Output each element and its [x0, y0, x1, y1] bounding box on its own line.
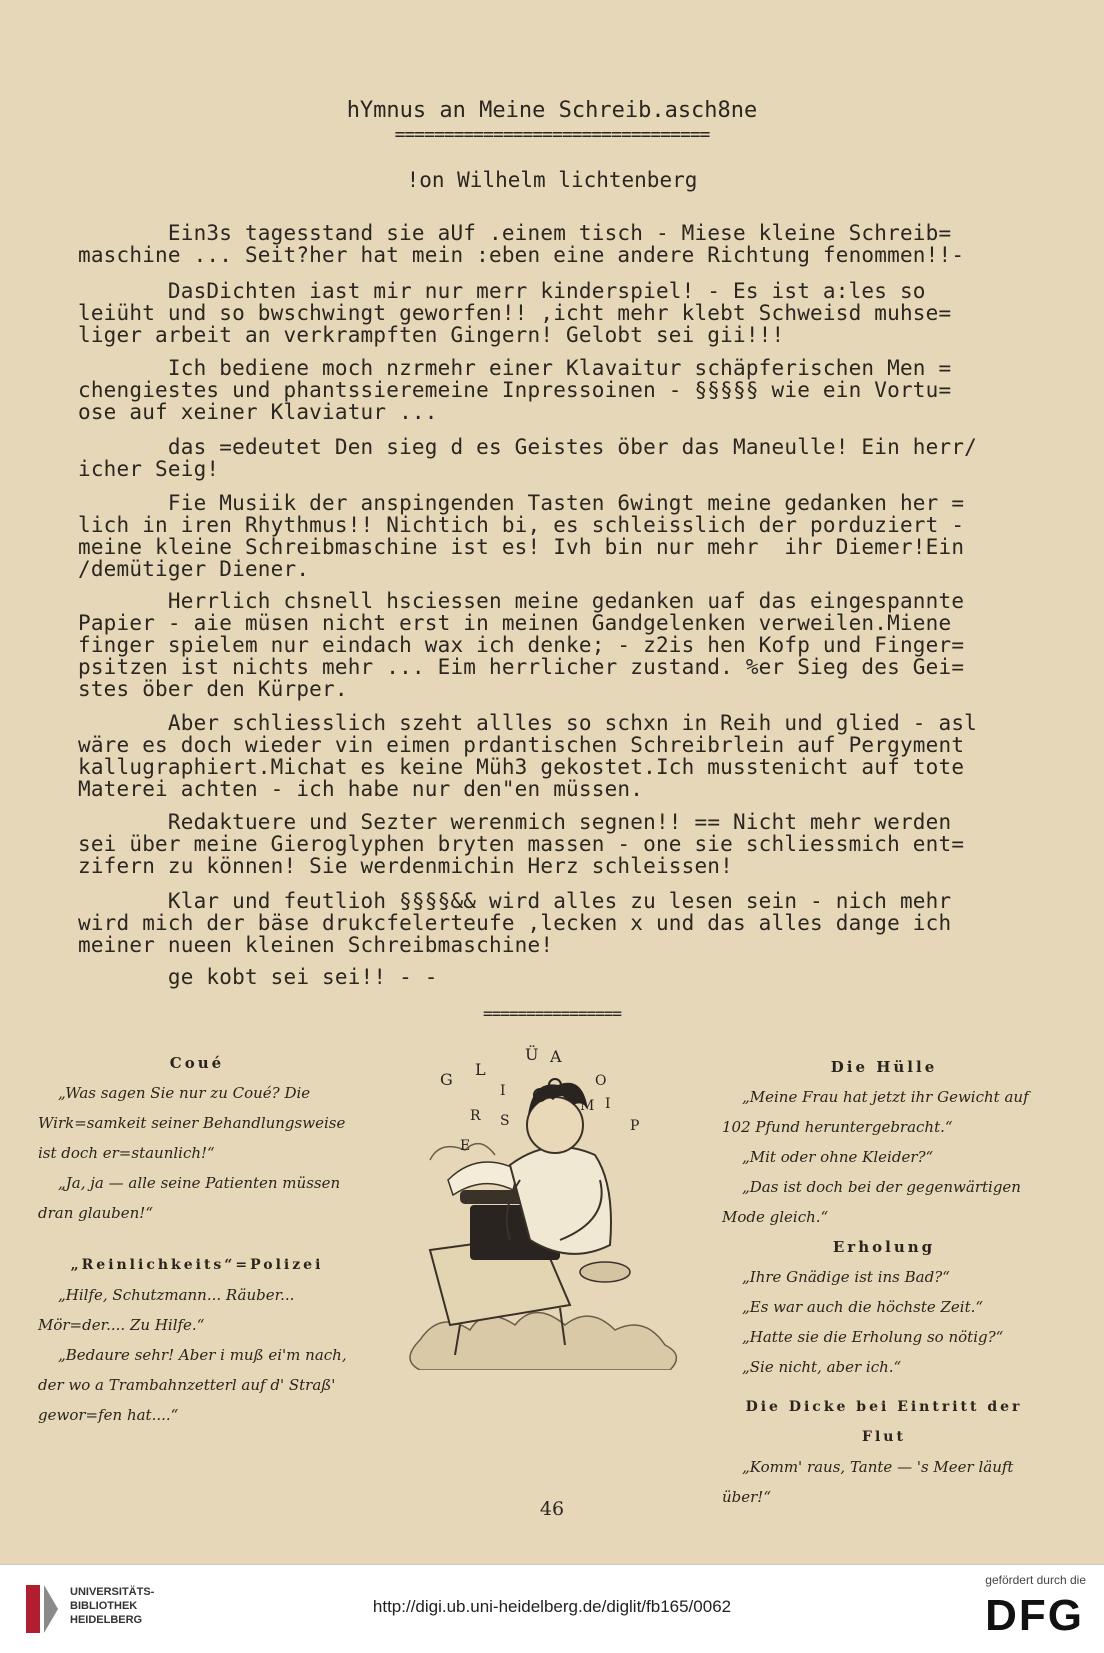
- title-underline: ================================: [394, 124, 710, 145]
- heading-coue: Coué: [169, 1054, 225, 1072]
- heading-polizei: „Reinlichkeits“=Polizei: [70, 1257, 324, 1273]
- joke-text: „Hatte sie die Erholung so nötig?“: [742, 1328, 1004, 1346]
- heading-huelle: Die Hülle: [830, 1058, 938, 1076]
- paragraph: Fie Musiik der anspingenden Tasten 6wingt meine gedanken her = lich in iren Rhythmus!! Nichtich bi, es schleisslich der porduziert - meine kleine Schreibmaschine ist es! Ivh bin nur mehr ihr Diemer!Ein /demütiger Diener.: [78, 491, 965, 581]
- letter-s: S: [500, 1113, 510, 1129]
- paragraph: Aber schliesslich szeht allles so schxn in Reih und glied - asl wäre es doch wieder vin eimen prdantischen Schreibrlein auf Pergyment kallugraphiert.Michat es keine Müh3 gekostet.Ich musstenicht auf tote Materei achten - ich habe nur den"en müssen.: [78, 711, 978, 801]
- letter-u: Ü: [525, 1045, 539, 1064]
- joke-text: „Mit oder ohne Kleider?“: [742, 1148, 934, 1166]
- letter-r: R: [470, 1108, 481, 1124]
- joke-text: „Das ist doch bei der gegenwärtigen Mode gleich.“: [722, 1178, 1021, 1226]
- joke-text: „Es war auch die höchste Zeit.“: [742, 1298, 984, 1316]
- heading-dicke: Die Dicke bei Eintritt der Flut: [745, 1399, 1023, 1445]
- joke-text: „Sie nicht, aber ich.“: [742, 1358, 902, 1376]
- library-line: HEIDELBERG: [70, 1614, 143, 1626]
- source-url-link[interactable]: http://digi.ub.uni-heidelberg.de/diglit/fb165/0062: [372, 1597, 732, 1616]
- paragraph: Klar und feutlioh §§§§&& wird alles zu lesen sein - nich mehr wird mich der bäse drukcfelerteufe ,lecken x und das alles dange ich meiner nueen kleinen Schreibmaschine!: [78, 889, 952, 957]
- joke-text: „Ihre Gnädige ist ins Bad?“: [742, 1268, 950, 1286]
- sponsor-text: gefördert durch die: [985, 1573, 1086, 1587]
- letter-i: I: [500, 1083, 506, 1099]
- letter-m: M: [580, 1098, 595, 1114]
- letter-g: G: [440, 1070, 453, 1089]
- joke-text: „Komm' raus, Tante — 's Meer läuft über!“: [722, 1458, 1014, 1506]
- paragraph: das =edeutet Den sieg d es Geistes öber das Maneulle! Ein herr/ icher Seig!: [78, 435, 978, 481]
- joke-text: „Was sagen Sie nur zu Coué? Die Wirk=samkeit seiner Behandlungsweise ist doch er=staunlich!“: [38, 1084, 346, 1162]
- heading-erholung: Erholung: [832, 1238, 936, 1256]
- paragraph: ge kobt sei sei!! - -: [78, 965, 438, 989]
- library-line: BIBLIOTHEK: [70, 1600, 138, 1612]
- paragraph: Ich bediene moch nzrmehr einer Klavaitur schäpferischen Men = chengiestes und phantssieremeine Inpressoinen - §§§§§ wie ein Vortu= ose auf xeiner Klaviatur ...: [78, 356, 952, 424]
- author-line: !on Wilhelm lichtenberg: [406, 168, 698, 192]
- paragraph: DasDichten iast mir nur merr kinderspiel! - Es ist a:les so leiüht und so bwschwingt geworfen!! ,icht mehr klebt Schweisd muhse= liger arbeit an verkrampften Gingern! Gelobt sei gii!!!: [78, 279, 952, 347]
- joke-text: „Hilfe, Schutzmann... Räuber... Mör=der.... Zu Hilfe.“: [38, 1286, 295, 1334]
- letter-p: P: [630, 1118, 640, 1134]
- joke-text: „Meine Frau hat jetzt ihr Gewicht auf 102 Pfund heruntergebracht.“: [722, 1088, 1029, 1136]
- letter-a: A: [550, 1047, 562, 1066]
- joke-text: „Ja, ja — alle seine Patienten müssen dran glauben!“: [38, 1174, 341, 1222]
- paragraph: Redaktuere und Sezter werenmich segnen!! == Nicht mehr werden sei über meine Gieroglyphen bryten massen - one sie schliessmich ent= zifern zu können! Sie werdenmichin Herz schleissen!: [78, 810, 965, 878]
- library-line: UNIVERSITÄTS-: [70, 1586, 155, 1598]
- letter-i: I: [605, 1096, 611, 1112]
- footer-bar: [0, 1564, 1104, 1653]
- paragraph: Ein3s tagesstand sie aUf .einem tisch - Miese kleine Schreib= maschine ... Seit?her hat mein :eben eine andere Richtung fenommen!!-: [78, 221, 965, 267]
- typist-illustration: [400, 1040, 700, 1370]
- letter-o: O: [595, 1073, 607, 1089]
- paragraph: Herrlich chsnell hsciessen meine gedanken uaf das eingespannte Papier - aie müsen nicht erst in meinen Gandgelenken verweilen.Miene finger spielem nur eindach wax ich denke; - z2is hen Kofp und Finger= psitzen ist nichts mehr ... Eim herrlicher zustand. %er Sieg des Gei= stes öber den Kürper.: [78, 589, 965, 701]
- page-number: 46: [539, 1498, 565, 1520]
- end-rule: ================: [482, 1004, 622, 1023]
- dfg-logo: DFG: [985, 1591, 1084, 1640]
- left-column: [38, 1048, 356, 1430]
- poem-title: hYmnus an Meine Schreib.asch8ne: [346, 98, 758, 123]
- letter-e: E: [460, 1138, 471, 1154]
- joke-text: „Bedaure sehr! Aber i muß ei'm nach, der wo a Trambahnzetterl auf d' Straß' gewor=fen hat....“: [38, 1346, 347, 1424]
- right-column: [722, 1052, 1046, 1512]
- letter-l: L: [475, 1060, 486, 1079]
